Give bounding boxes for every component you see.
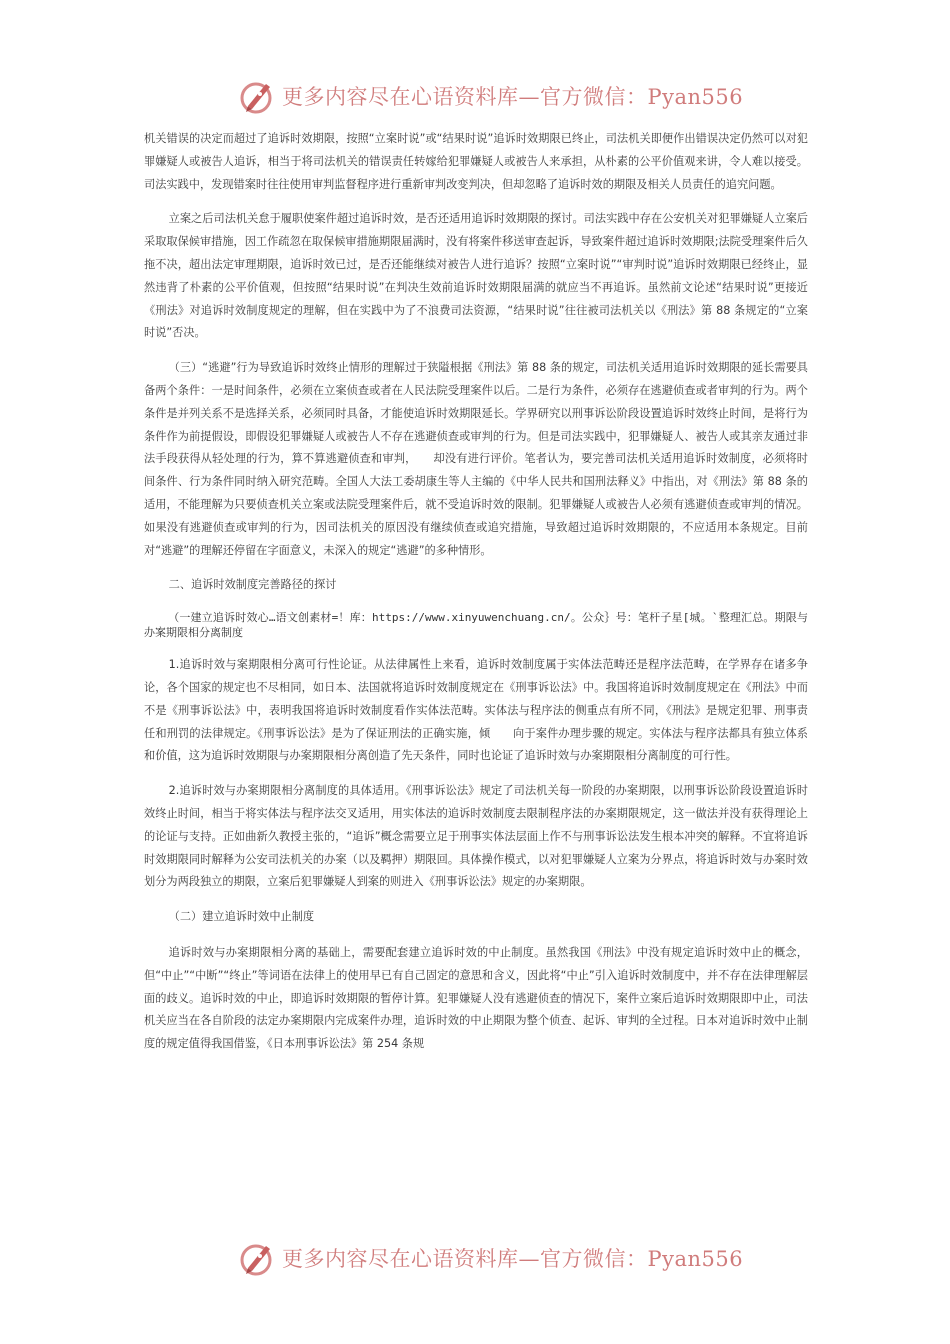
paragraph-continuation: 机关错误的决定而超过了追诉时效期限，按照“立案时说”或“结果时说”追诉时效期限已终止，司法机关即便作出错误决定仍然可以对犯罪嫌疑人或被告人追诉，相当于将司法机关的错误责任转嫁给犯罪嫌疑人或被告人来承担，从朴素的公平价值观来讲，令人难以接受。司法实践中，发现错案时往往使用审判监督程序进行重新审判改变判决，但却忽略了追诉时效的期限及相关人员责任的追究问题。 [144, 132, 808, 191]
header-watermark-banner [0, 72, 950, 120]
paragraph-suspension: 追诉时效与办案期限相分离的基础上，需要配套建立追诉时效的中止制度。虽然我国《刑法》中没有规定追诉时效中止的概念，但“中止”“中断”“终止”等词语在法律上的使用早已有自己固定的意思和含义，因此将“中止”引入追诉时效制度中，并不存在法律理解层面的歧义。追诉时效的中止，即追诉时效期限的暂停计算。犯罪嫌疑人没有逃避侦查的情况下，案件立案后追诉时效期限即中止，司法机关应当在各自阶段的法定办案期限内完成案件办理，追诉时效的中止期限为整个侦查、起诉、审判的全过程。日本对追诉时效中止制度的规定值得我国借鉴，《日本刑事诉讼法》第 254 条规 [144, 945, 808, 1051]
footer-watermark-banner [0, 1234, 950, 1282]
subheading-suspension-system: （二）建立追诉时效中止制度 [168, 910, 315, 924]
section-heading-improvement-path: 二、追诉时效制度完善路径的探讨 [168, 578, 337, 592]
paragraph-application: 2.追诉时效与办案期限相分离制度的具体适用。《刑事诉讼法》规定了司法机关每一阶段的办案期限，以刑事诉讼阶段设置追诉时效终止时间，相当于将实体法与程序法交叉适用，用实体法的追诉时效制度去限制程序法的办案期限规定，这一做法并没有获得理论上的论证与支持。正如曲新久教授主张的，“追诉”概念需要立足于刑事实体法层面上作不与刑事诉讼法发生根本冲突的解释。不宜将追诉时效期限同时解释为公安司法机关的办案（以及羁押）期限回。具体操作模式，以对犯罪嫌疑人立案为分界点，将追诉时效与办案时效划分为两段独立的期限，立案后犯罪嫌疑人到案的则进入《刑事诉讼法》规定的办案期限。 [144, 784, 808, 889]
banner-text: 更多内容尽在心语资料库—官方微信：Pyan556 [282, 1247, 744, 1271]
paragraph-evasion-section: （三）“逃避”行为导致追诉时效终止情形的理解过于狭隘根据《刑法》第 88 条的规定，司法机关适用追诉时效期限的延长需要具备两个条件：一是时间条件，必须在立案侦查或者在人民法院受理案件以后。二是行为条件，必须存在逃避侦查或者审判的行为。两个条件是并列关系不是选择关系，必须同时具备，才能使追诉时效期限延长。学界研究以刑事诉讼阶段设置追诉时效终止时间，是将行为条件作为前提假设，即假设犯罪嫌疑人或被告人不存在逃避侦查或审判的行为。但是司法实践中，犯罪嫌疑人、被告人或其亲友通过非法手段获得从轻处理的行为，算不算逃避侦查和审判， 却没有进行评价。笔者认为，要完善司法机关适用追诉时效制度，必须将时间条件、行为条件同时纳入研究范畴。全国人大法工委胡康生等人主编的《中华人民共和国刑法释义》中指出，对《刑法》第 88 条的适用，不能理解为只要侦查机关立案或法院受理案件后，就不受追诉时效的限制。犯罪嫌疑人或被告人必须有逃避侦查或审判的情况。如果没有逃避侦查或审判的行为，因司法机关的原因没有继续侦查或追究措施，导致超过追诉时效期限的，不应适用本条规定。目前对“逃避”的理解还停留在字面意义，未深入的规定“逃避”的多种情形。 [144, 361, 808, 557]
paragraph-case-delay: 立案之后司法机关怠于履职使案件超过追诉时效，是否还适用追诉时效期限的探讨。司法实践中存在公安机关对犯罪嫌疑人立案后采取取保候审措施，因工作疏忽在取保候审措施期限届满时，没有将案件移送审查起诉，导致案件超过追诉时效期限;法院受理案件后久拖不决，超出法定审理期限，追诉时效已过，是否还能继续对被告人进行追诉？按照“立案时说”“审判时说”追诉时效期限已经终止，显然违背了朴素的公平价值观，但按照“结果时说”在判决生效前追诉时效期限届满的就应当不再追诉。虽然前文论述“结果时说”更接近《刑法》对追诉时效制度规定的理解，但在实践中为了不浪费司法资源，“结果时说”往往被司法机关以《刑法》第 88 条规定的“立案时说”否决。 [144, 212, 808, 340]
pen-logo-icon [238, 76, 278, 116]
paragraph-feasibility: 1.追诉时效与案期限相分离可行性论证。从法律属性上来看，追诉时效制度属于实体法范畴还是程序法范畴，在学界存在诸多争论，各个国家的规定也不尽相同，如日本、法国就将追诉时效制度规定在《刑事诉讼法》中。我国将追诉时效制度规定在《刑法》中而不是《刑事诉讼法》中，表明我国将追诉时效制度看作实体法范畴。实体法与程序法的侧重点有所不同，《刑法》是规定犯罪、刑事责任和刑罚的法律规定。《刑事诉讼法》是为了保证刑法的正确实施，倾 向于案件办理步骤的规定。实体法与程序法都具有独立体系和价值，这为追诉时效期限与办案期限相分离创造了先天条件，同时也论证了追诉时效与办案期限相分离制度的可行性。 [144, 658, 808, 763]
document-body [144, 128, 808, 1068]
subheading-with-source-note: （一建立追诉时效心…语文创素材=！库：https://www.xinyuwenchuang.cn/。公众｝号：笔杆子星[城。`整理汇总。期限与办案期限相分离制度 [144, 611, 808, 640]
pen-logo-icon [238, 1238, 278, 1278]
banner-text: 更多内容尽在心语资料库—官方微信：Pyan556 [282, 85, 744, 109]
